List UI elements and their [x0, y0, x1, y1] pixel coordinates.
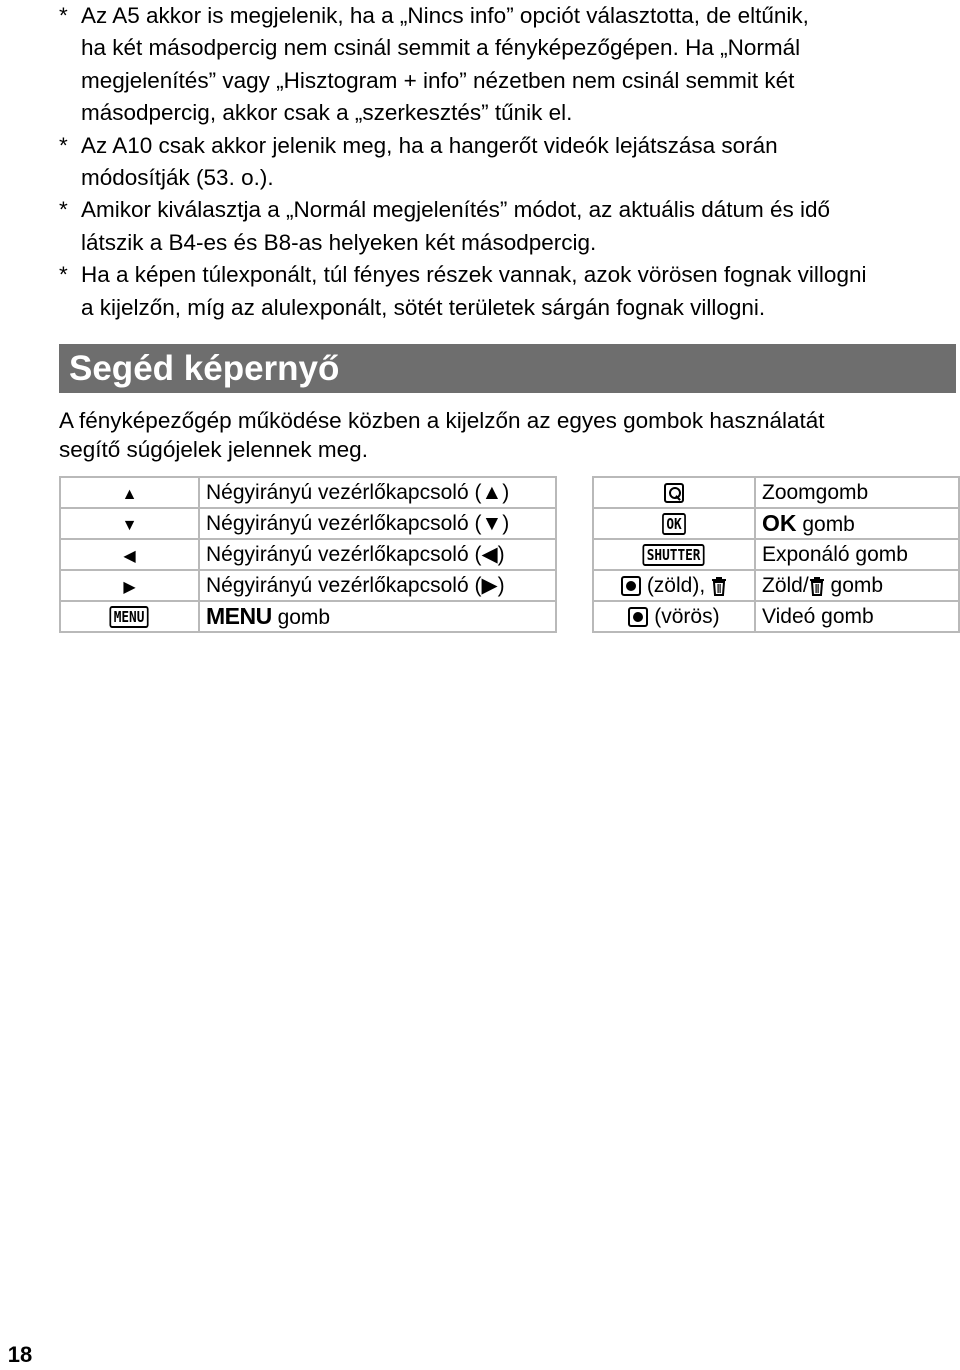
table-row [593, 539, 959, 570]
green-label: (zöld), [646, 573, 706, 597]
gomb-label: gomb [271, 606, 331, 629]
up-triangle-icon: ▲ [60, 477, 199, 508]
table-row [60, 508, 556, 539]
row-label: Négyirányú vezérlőkapcsoló (▲) [199, 477, 556, 508]
right-key-table [592, 476, 960, 633]
row-label: Négyirányú vezérlőkapcsoló (▼) [199, 508, 556, 539]
table-row [60, 477, 556, 508]
row-label: Exponáló gomb [755, 539, 959, 570]
trash-icon [711, 576, 727, 596]
down-triangle-icon: ▼ [60, 508, 199, 539]
notes-list [59, 0, 959, 324]
ok-button-icon: OK [593, 508, 755, 539]
zoom-button-icon [593, 477, 755, 508]
table-row [593, 477, 959, 508]
table-row [593, 508, 959, 539]
note-item [59, 259, 959, 324]
green-button-cell [593, 570, 755, 601]
ok-label: OK [762, 510, 797, 536]
note-marker: * [59, 197, 68, 223]
note-marker: * [59, 262, 68, 288]
note-marker: * [59, 3, 68, 28]
record-button-icon [621, 576, 641, 596]
note-line: megjelenítés” vagy „Hisztogram + info” nézetben nem csinál semmit két [81, 67, 795, 93]
trash-icon [809, 576, 825, 596]
menu-label: MENU [206, 603, 272, 629]
row-label: Zoomgomb [755, 477, 959, 508]
row-label: Négyirányú vezérlőkapcsoló (▶) [199, 570, 556, 601]
note-item [59, 130, 959, 195]
row-label [755, 508, 959, 539]
row-label [199, 601, 556, 632]
intro-line: segítő súgójelek jelennek meg. [59, 437, 368, 462]
table-row [60, 601, 556, 632]
note-marker: * [59, 132, 68, 158]
row-label: Videó gomb [755, 601, 959, 632]
table-row [60, 570, 556, 601]
note-item [59, 194, 959, 259]
note-line: látszik a B4-es és B8-as helyeken két másodpercig. [81, 229, 597, 255]
note-line: Amikor kiválasztja a „Normál megjelenítés” módot, az aktuális dátum és idő [81, 197, 831, 223]
record-button-icon [628, 607, 648, 627]
note-line: ha két másodpercig nem csinál semmit a fényképezőgépen. Ha „Normál [81, 35, 801, 61]
table-row [593, 570, 959, 601]
gomb-label: gomb [796, 513, 855, 536]
green-trash-label: Zöld/ [762, 573, 809, 597]
note-line: Az A10 csak akkor jelenik meg, ha a hangerőt videók lejátszása során [81, 132, 778, 158]
left-key-table [59, 476, 557, 633]
red-label: (vörös) [654, 604, 720, 628]
left-triangle-icon: ◀ [60, 539, 199, 570]
table-row [60, 539, 556, 570]
right-triangle-icon: ▶ [60, 570, 199, 601]
note-line: Az A5 akkor is megjelenik, ha a „Nincs info” opciót választotta, de eltűnik, [81, 3, 809, 28]
table-row [593, 601, 959, 632]
intro-paragraph [59, 406, 949, 464]
page-number: 18 [7, 1342, 33, 1367]
note-line: Ha a képen túlexponált, túl fényes részek vannak, azok vörösen fognak villogni [81, 262, 867, 288]
row-label [755, 570, 959, 601]
section-title: Segéd képernyő [59, 344, 956, 393]
note-item [59, 0, 959, 130]
shutter-button-icon: SHUTTER [593, 539, 755, 570]
note-line: másodpercig, akkor csak a „szerkesztés” tűnik el. [81, 100, 573, 126]
note-line: a kijelzőn, míg az alulexponált, sötét területek sárgán fognak villogni. [81, 294, 766, 320]
intro-line: A fényképezőgép működése közben a kijelzőn az egyes gombok használatát [59, 408, 825, 433]
note-line: módosítják (53. o.). [81, 165, 274, 191]
menu-button-icon: MENU [60, 601, 199, 632]
gomb-label: gomb [824, 573, 884, 597]
row-label: Négyirányú vezérlőkapcsoló (◀) [199, 539, 556, 570]
red-button-cell [593, 601, 755, 632]
